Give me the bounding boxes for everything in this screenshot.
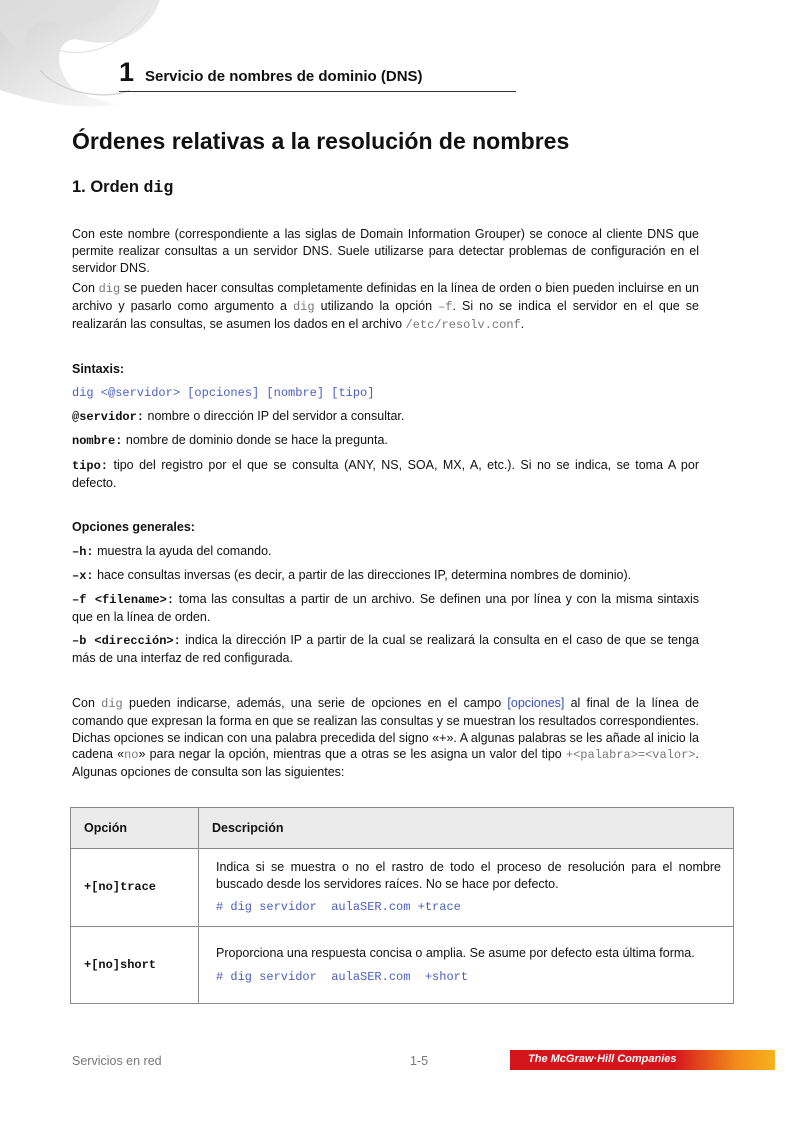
op-code-palabra-valor: +<palabra>=<valor> <box>565 748 696 763</box>
table-row <box>71 849 734 927</box>
p2-code-dig: dig <box>98 282 121 296</box>
syntax-term: tipo: <box>72 459 109 473</box>
p2-text-e: . <box>520 316 525 331</box>
table-header-option: Opción <box>71 808 199 849</box>
option-item-h <box>72 543 699 561</box>
chapter-number: 1 <box>119 57 135 87</box>
syntax-item-servidor <box>72 408 699 426</box>
option-description-cell <box>199 849 734 927</box>
dig-options-table <box>70 807 734 1004</box>
option-example: # dig servidor aulaSER.com +short <box>216 969 469 984</box>
footer-book-title: Servicios en red <box>72 1054 162 1068</box>
op-opciones-ref: [opciones] <box>507 696 565 710</box>
p2-code-resolv-conf: /etc/resolv.conf <box>405 317 521 332</box>
footer-page-number: 1-5 <box>410 1054 429 1068</box>
syntax-term: @servidor: <box>72 410 145 424</box>
general-options-heading: Opciones generales: <box>72 520 195 534</box>
p2-text-b: se pueden hacer consultas completamente definidas en la línea de orden o bien pueden incluirse en un archivo y pasarlo como argumento a <box>72 281 700 313</box>
syntax-desc: tipo del registro por el que se consulta (ANY, NS, SOA, MX, A, etc.). Si no se indica, se toma A por defecto. <box>72 458 699 490</box>
option-desc: toma las consultas a partir de un archivo. Se definen una por línea y con la misma sintaxis que en la línea de orden. <box>72 592 699 624</box>
section-title <box>72 178 173 197</box>
p2-text-d: . Si no se indica el servidor en el que se realizarán las consultas, se asumen los dados en el archivo <box>72 298 699 331</box>
op-code-no: no <box>124 748 139 763</box>
option-term: –f <filename>: <box>72 593 175 607</box>
option-desc: indica la dirección IP a partir de la cual se realizará la consulta en el caso de que se tenga más de una interfaz de red configurada. <box>72 633 699 665</box>
option-desc: hace consultas inversas (es decir, a partir de las direcciones IP, determina nombres de dominio). <box>93 568 632 582</box>
intro-paragraph-2 <box>72 280 699 333</box>
table-header-description: Descripción <box>199 808 734 849</box>
section-prefix: 1. Orden <box>72 178 144 196</box>
syntax-item-nombre <box>72 432 699 450</box>
table-row <box>71 927 734 1004</box>
option-desc: muestra la ayuda del comando. <box>93 544 272 558</box>
option-description: Proporciona una respuesta concisa o amplia. Se asume por defecto esta última forma. <box>216 945 695 960</box>
option-term: –b <dirección>: <box>72 634 181 648</box>
p2-code-f-option: –f <box>438 299 453 314</box>
option-description: Indica si se muestra o no el rastro de todo el proceso de resolución para el nombre buscado desde los servidores raíces. No se hace por defecto. <box>216 859 721 891</box>
syntax-desc: nombre o dirección IP del servidor a consultar. <box>144 409 405 423</box>
option-name: +[no]short <box>71 927 199 1004</box>
intro-paragraph-1: Con este nombre (correspondiente a las siglas de Domain Information Grouper) se conoce al cliente DNS que permite realizar consultas a un servidor DNS. Suele utilizarse para detectar problemas de configuración en el servidor DNS. <box>72 227 699 275</box>
p2-text-c: utilizando la opción <box>314 298 439 313</box>
publisher-logo-text: The McGraw·Hill Companies <box>528 1053 677 1065</box>
op-text-d: » para negar la opción, mientras que a otras se les asigna un valor del tipo <box>138 747 566 762</box>
syntax-item-tipo <box>72 457 699 492</box>
syntax-heading: Sintaxis: <box>72 362 125 376</box>
syntax-command: dig <@servidor> [opciones] [nombre] [tipo] <box>72 386 375 400</box>
op-text-a: Con <box>72 696 102 710</box>
op-text-c: al final de la línea de comando que expresan la forma en que se realizan las consultas y se muestran los resultados correspondientes. Dichas opciones se indican con una palabra precedida del signo «+». A algunas palabras se les añade al inicio la cadena « <box>72 696 699 762</box>
option-description-cell <box>199 927 734 1004</box>
chapter-header <box>119 55 516 92</box>
syntax-term: nombre: <box>72 434 123 448</box>
op-text-e: . Algunas opciones de consulta son las siguientes: <box>72 747 699 780</box>
syntax-command-line <box>72 384 699 402</box>
table-header-row <box>71 808 734 849</box>
option-term: –x: <box>72 569 94 583</box>
syntax-desc: nombre de dominio donde se hace la pregunta. <box>122 433 388 447</box>
op-text-b: pueden indicarse, además, una serie de opciones en el campo <box>122 696 508 710</box>
publisher-logo <box>510 1050 775 1070</box>
page-title: Órdenes relativas a la resolución de nombres <box>72 128 570 154</box>
option-term: –h: <box>72 545 94 559</box>
p2-code-dig-2: dig <box>292 299 315 314</box>
option-item-b <box>72 632 699 667</box>
p2-text-a: Con <box>72 281 99 295</box>
option-example: # dig servidor aulaSER.com +trace <box>216 900 461 915</box>
option-item-f <box>72 591 699 626</box>
option-item-x <box>72 567 699 585</box>
option-name: +[no]trace <box>71 849 199 927</box>
options-paragraph <box>72 695 699 781</box>
chapter-title: Servicio de nombres de dominio (DNS) <box>145 68 423 85</box>
op-code-dig: dig <box>101 697 123 711</box>
section-command: dig <box>143 178 174 197</box>
